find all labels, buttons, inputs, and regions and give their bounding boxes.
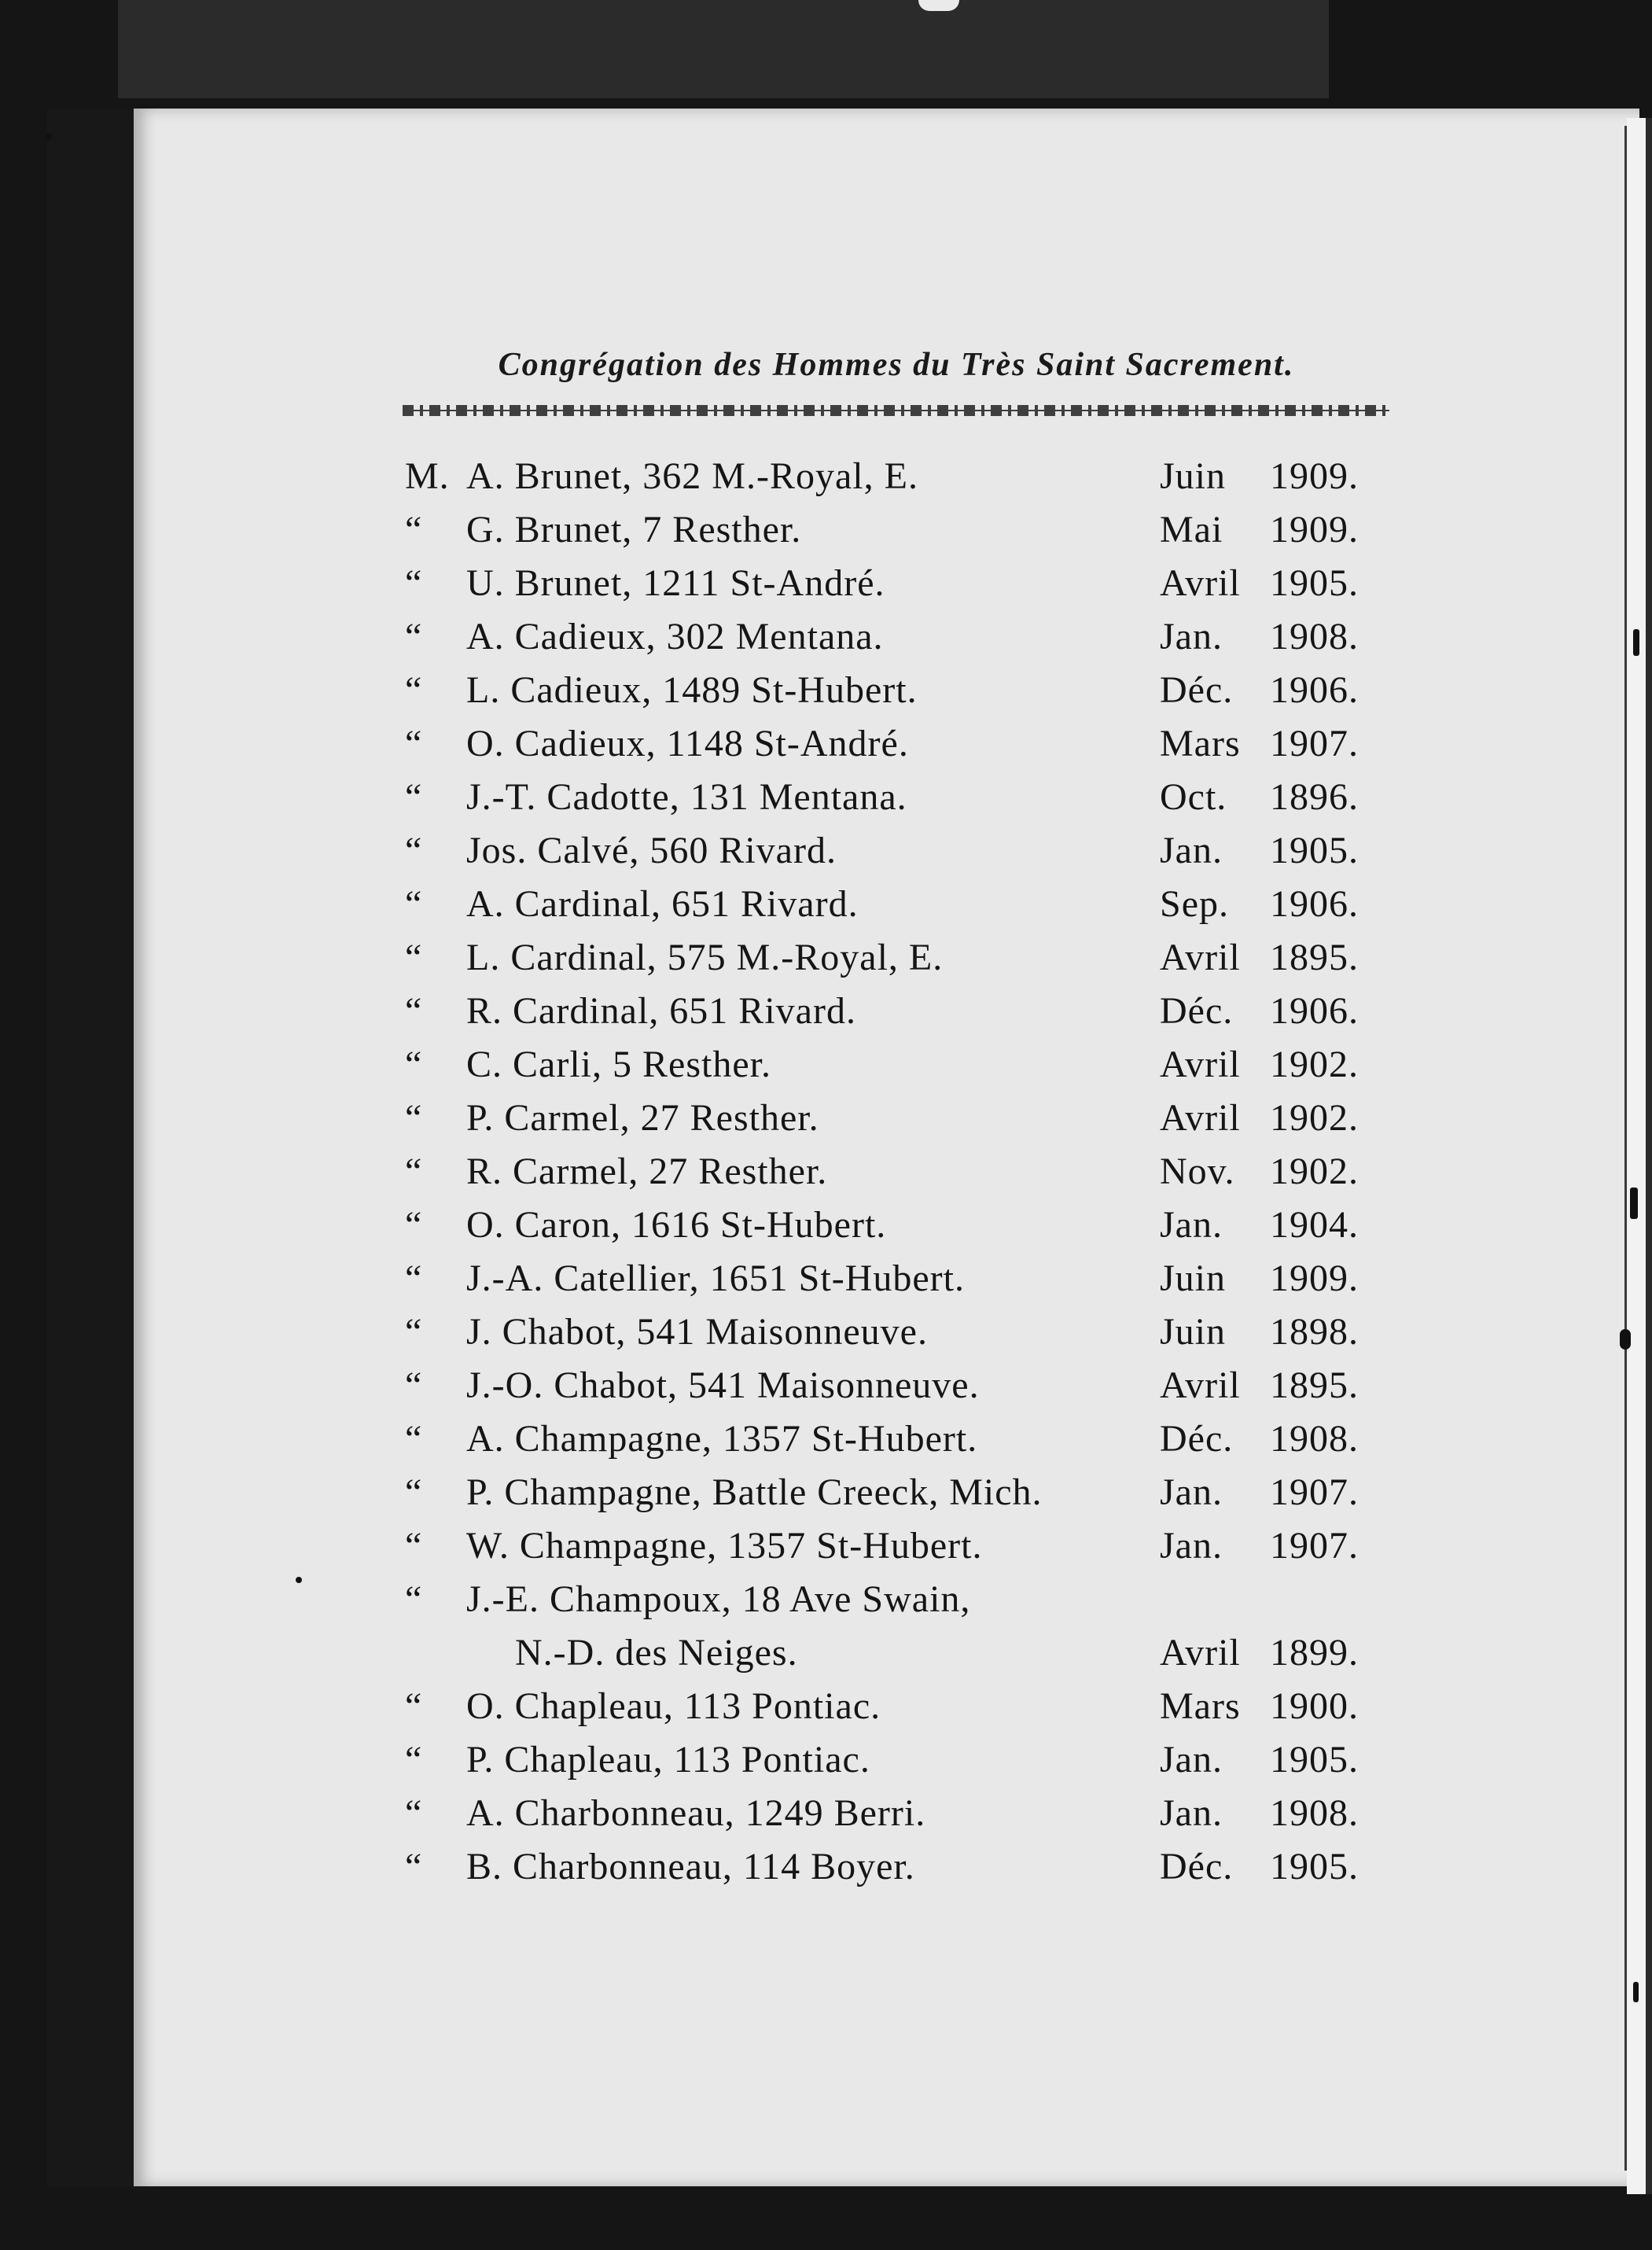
list-item <box>405 985 1411 1038</box>
entry-prefix: “ <box>405 1525 423 1567</box>
list-item <box>405 450 1411 503</box>
top-notch <box>918 0 959 11</box>
entry-name-address: J.-A. Catellier, 1651 St-Hubert. <box>466 1258 965 1299</box>
entry-month: Jan. <box>1160 616 1223 657</box>
entry-month: Mai <box>1160 509 1223 551</box>
entry-prefix: “ <box>405 1471 423 1513</box>
list-item <box>405 1787 1411 1840</box>
entry-name-address: J.-E. Champoux, 18 Ave Swain, <box>466 1578 971 1620</box>
entry-year: 1905. <box>1270 1739 1359 1780</box>
entry-year: 1899. <box>1270 1632 1359 1674</box>
entry-name-address: A. Cardinal, 651 Rivard. <box>466 883 859 925</box>
entry-name-address: J.-T. Cadotte, 131 Mentana. <box>466 776 907 818</box>
entry-prefix: “ <box>405 616 423 657</box>
entry-month: Jan. <box>1160 1792 1223 1834</box>
entry-month: Déc. <box>1160 1846 1234 1887</box>
entry-date <box>1160 664 1396 717</box>
entry-year: 1906. <box>1270 669 1359 711</box>
entry-prefix: “ <box>405 990 423 1032</box>
entry-name-address: L. Cadieux, 1489 St-Hubert. <box>466 669 918 711</box>
entry-date <box>1160 610 1396 664</box>
entry-prefix: “ <box>405 1685 423 1727</box>
entry-year: 1902. <box>1270 1044 1359 1085</box>
entry-year: 1902. <box>1270 1097 1359 1139</box>
entry-date <box>1160 450 1396 503</box>
entry-year: 1902. <box>1270 1151 1359 1192</box>
entry-date <box>1160 503 1396 557</box>
entry-prefix: “ <box>405 1044 423 1085</box>
entry-month: Avril <box>1160 1632 1241 1674</box>
entry-month: Jan. <box>1160 1471 1223 1513</box>
entry-name-address: O. Chapleau, 113 Pontiac. <box>466 1685 881 1727</box>
entry-prefix: “ <box>405 1204 423 1246</box>
entry-prefix: “ <box>405 509 423 551</box>
page-header: Congrégation des Hommes du Très Saint Sacrement. <box>498 347 1295 383</box>
entry-year: 1900. <box>1270 1685 1359 1727</box>
list-item <box>405 824 1411 878</box>
list-item <box>405 1680 1411 1733</box>
entry-name-address: Jos. Calvé, 560 Rivard. <box>466 830 837 871</box>
entry-address-continuation: N.-D. des Neiges. <box>515 1632 798 1674</box>
list-item <box>405 771 1411 824</box>
entry-name-address: P. Chapleau, 113 Pontiac. <box>466 1739 870 1780</box>
entry-year: 1905. <box>1270 830 1359 871</box>
entry-year: 1896. <box>1270 776 1359 818</box>
entry-month: Déc. <box>1160 669 1234 711</box>
entry-prefix: “ <box>405 1151 423 1192</box>
entry-prefix: “ <box>405 1846 423 1887</box>
entry-name-address: C. Carli, 5 Resther. <box>466 1044 771 1085</box>
entry-year: 1909. <box>1270 509 1359 551</box>
list-item <box>405 1199 1411 1252</box>
entry-date <box>1160 985 1396 1038</box>
entry-date <box>1160 824 1396 878</box>
decorative-rule <box>403 405 1389 416</box>
entry-date <box>1160 557 1396 610</box>
list-item <box>405 503 1411 557</box>
list-item <box>405 1359 1411 1412</box>
entry-name-address: J. Chabot, 541 Maisonneuve. <box>466 1311 928 1353</box>
entry-year: 1904. <box>1270 1204 1359 1246</box>
entry-date <box>1160 1787 1396 1840</box>
list-item <box>405 1840 1411 1894</box>
list-item <box>405 878 1411 931</box>
entry-month: Avril <box>1160 1364 1241 1406</box>
entry-name-address: O. Caron, 1616 St-Hubert. <box>466 1204 887 1246</box>
entry-year: 1907. <box>1270 1525 1359 1567</box>
list-item <box>405 1092 1411 1145</box>
entry-month: Nov. <box>1160 1151 1235 1192</box>
entry-name-address: J.-O. Chabot, 541 Maisonneuve. <box>466 1364 980 1406</box>
entry-year: 1907. <box>1270 1471 1359 1513</box>
entry-year: 1909. <box>1270 455 1359 497</box>
page-edge-line <box>1624 126 1627 2171</box>
entry-prefix: “ <box>405 669 423 711</box>
entry-date <box>1160 878 1396 931</box>
entry-year: 1908. <box>1270 1792 1359 1834</box>
entry-date <box>1160 717 1396 771</box>
entry-name-address: R. Carmel, 27 Resther. <box>466 1151 828 1192</box>
entry-year: 1905. <box>1270 1846 1359 1887</box>
entry-year: 1895. <box>1270 937 1359 978</box>
list-item <box>405 1573 1411 1680</box>
entry-date <box>1160 1466 1396 1519</box>
list-item <box>405 1466 1411 1519</box>
entry-date <box>1160 1733 1396 1787</box>
list-item <box>405 610 1411 664</box>
entry-prefix: “ <box>405 937 423 978</box>
list-item <box>405 1305 1411 1359</box>
member-list <box>405 450 1411 1894</box>
entry-year: 1908. <box>1270 616 1359 657</box>
list-item <box>405 717 1411 771</box>
entry-date <box>1160 1092 1396 1145</box>
entry-name-address: A. Charbonneau, 1249 Berri. <box>466 1792 926 1834</box>
entry-prefix: “ <box>405 830 423 871</box>
entry-date <box>1160 1359 1396 1412</box>
entry-prefix: “ <box>405 1739 423 1780</box>
entry-name-address: B. Charbonneau, 114 Boyer. <box>466 1846 915 1887</box>
side-mark <box>1633 629 1639 656</box>
entry-year: 1906. <box>1270 883 1359 925</box>
entry-prefix: “ <box>405 723 423 764</box>
entry-prefix: “ <box>405 1258 423 1299</box>
entry-year: 1895. <box>1270 1364 1359 1406</box>
entry-year: 1905. <box>1270 562 1359 604</box>
list-item <box>405 557 1411 610</box>
entry-month: Juin <box>1160 455 1227 497</box>
entry-year: 1909. <box>1270 1258 1359 1299</box>
entry-month: Juin <box>1160 1311 1227 1353</box>
entry-year: 1908. <box>1270 1418 1359 1460</box>
entry-month: Avril <box>1160 1097 1241 1139</box>
entry-year: 1907. <box>1270 723 1359 764</box>
list-item <box>405 1412 1411 1466</box>
entry-prefix: “ <box>405 776 423 818</box>
entry-month: Juin <box>1160 1258 1227 1299</box>
entry-date <box>1160 1412 1396 1466</box>
entry-name-address: G. Brunet, 7 Resther. <box>466 509 802 551</box>
entry-prefix: M. <box>405 455 450 497</box>
entry-month: Jan. <box>1160 830 1223 871</box>
entry-date <box>1160 1680 1396 1733</box>
top-dark-band <box>118 0 1329 98</box>
entry-date <box>1160 771 1396 824</box>
entry-date <box>1160 1519 1396 1573</box>
entry-name-address: P. Carmel, 27 Resther. <box>466 1097 819 1139</box>
side-mark <box>1620 1329 1631 1350</box>
entry-date <box>1160 1252 1396 1305</box>
entry-date <box>1160 931 1396 985</box>
entry-month: Déc. <box>1160 990 1234 1032</box>
entry-name-address: A. Brunet, 362 M.-Royal, E. <box>466 455 918 497</box>
entry-month: Avril <box>1160 937 1241 978</box>
entry-date <box>1160 1840 1396 1894</box>
list-item <box>405 1252 1411 1305</box>
list-item <box>405 1145 1411 1199</box>
entry-name-address: O. Cadieux, 1148 St-André. <box>466 723 909 764</box>
list-item <box>405 931 1411 985</box>
entry-year: 1906. <box>1270 990 1359 1032</box>
entry-prefix: “ <box>405 1364 423 1406</box>
entry-month: Mars <box>1160 723 1241 764</box>
right-dark-strip <box>1646 118 1652 2194</box>
entry-date <box>1160 1038 1396 1092</box>
scan-speck <box>46 134 52 140</box>
entry-month: Jan. <box>1160 1525 1223 1567</box>
list-item <box>405 1519 1411 1573</box>
entry-name-address: U. Brunet, 1211 St-André. <box>466 562 885 604</box>
entry-prefix: “ <box>405 1792 423 1834</box>
entry-date <box>1160 1199 1396 1252</box>
entry-month: Jan. <box>1160 1204 1223 1246</box>
entry-name-address: W. Champagne, 1357 St-Hubert. <box>466 1525 983 1567</box>
entry-prefix: “ <box>405 1418 423 1460</box>
scan-speck <box>296 1577 302 1583</box>
entry-prefix: “ <box>405 883 423 925</box>
entry-month: Oct. <box>1160 776 1227 818</box>
entry-month: Jan. <box>1160 1739 1223 1780</box>
entry-date <box>1160 1626 1396 1680</box>
entry-prefix: “ <box>405 1311 423 1353</box>
entry-prefix: “ <box>405 1097 423 1139</box>
entry-month: Avril <box>1160 562 1241 604</box>
entry-prefix: “ <box>405 1578 423 1620</box>
list-item <box>405 1038 1411 1092</box>
entry-date <box>1160 1145 1396 1199</box>
list-item <box>405 664 1411 717</box>
side-mark <box>1633 1982 1639 2002</box>
entry-name-address: L. Cardinal, 575 M.-Royal, E. <box>466 937 944 978</box>
entry-name-address: R. Cardinal, 651 Rivard. <box>466 990 856 1032</box>
entry-month: Sep. <box>1160 883 1229 925</box>
entry-prefix: “ <box>405 562 423 604</box>
entry-month: Avril <box>1160 1044 1241 1085</box>
list-item <box>405 1733 1411 1787</box>
entry-name-address: A. Cadieux, 302 Mentana. <box>466 616 884 657</box>
entry-month: Déc. <box>1160 1418 1234 1460</box>
entry-year: 1898. <box>1270 1311 1359 1353</box>
entry-name-address: P. Champagne, Battle Creeck, Mich. <box>466 1471 1043 1513</box>
entry-name-address: A. Champagne, 1357 St-Hubert. <box>466 1418 978 1460</box>
entry-month: Mars <box>1160 1685 1241 1727</box>
entry-date <box>1160 1305 1396 1359</box>
book-cover-edge <box>47 110 142 2186</box>
side-mark <box>1630 1188 1638 1219</box>
